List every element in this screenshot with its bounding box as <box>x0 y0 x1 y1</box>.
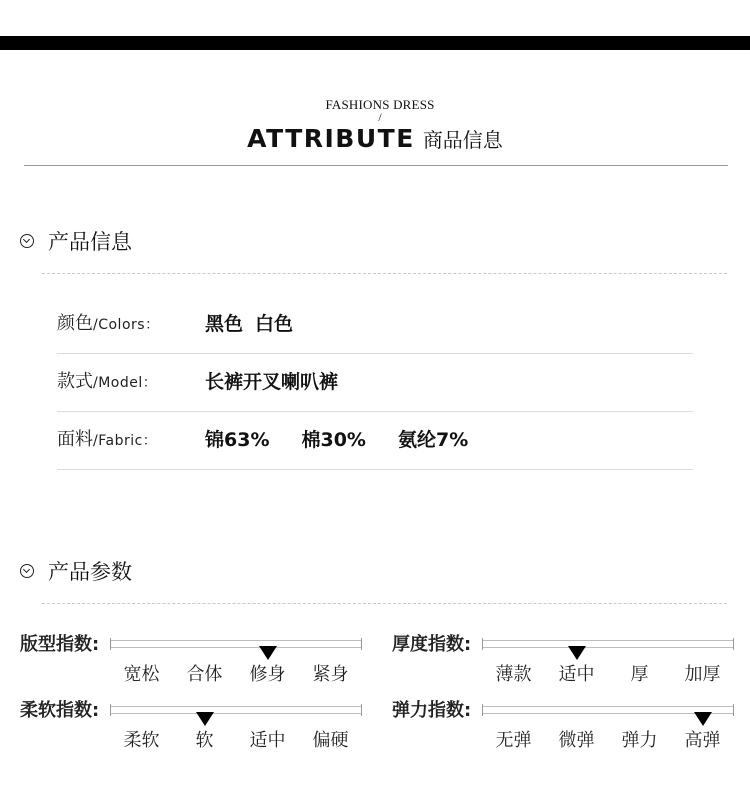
top-black-bar <box>0 36 750 50</box>
scale-option: 高弹 <box>684 730 721 751</box>
header-title-en: ATTRIBUTE <box>247 124 415 153</box>
scale-options <box>110 728 362 756</box>
scale-option: 微弹 <box>558 730 595 751</box>
model-value: 长裤开叉喇叭裤 <box>205 371 339 393</box>
scale-options <box>110 662 362 690</box>
scale-option: 偏硬 <box>312 730 349 751</box>
section-divider <box>42 273 727 274</box>
scale-option: 加厚 <box>684 664 721 685</box>
info-value <box>205 295 305 353</box>
scale-elasticity <box>392 698 750 758</box>
info-row-colors <box>57 295 693 354</box>
scale-marker <box>694 712 712 726</box>
info-row-model <box>57 353 693 412</box>
fabric-value: 氨纶7% <box>397 429 469 451</box>
scale-label: 版型指数: <box>20 634 100 655</box>
scale-option: 软 <box>195 730 214 751</box>
scale-option: 柔软 <box>123 730 160 751</box>
info-row-fabric <box>57 411 693 470</box>
fabric-value: 棉30% <box>301 429 366 451</box>
scale-option: 无弹 <box>495 730 532 751</box>
info-label-cn: 款式 <box>57 371 93 392</box>
scale-option: 紧身 <box>312 664 349 685</box>
scale-label: 柔软指数: <box>20 700 100 721</box>
info-label <box>57 295 160 354</box>
scale-option: 合体 <box>186 664 223 685</box>
scale-option: 适中 <box>558 664 595 685</box>
header-divider <box>24 165 728 166</box>
scale-fit <box>20 632 380 692</box>
scale-option: 修身 <box>249 664 286 685</box>
scale-softness <box>20 698 380 758</box>
scale-option: 弹力 <box>621 730 658 751</box>
section-divider <box>42 603 727 604</box>
info-label-en: /Fabric： <box>93 433 158 449</box>
scale-label: 厚度指数: <box>392 634 472 655</box>
scale-marker <box>568 646 586 660</box>
scale-track <box>110 706 362 714</box>
scale-track <box>482 640 734 648</box>
chevron-circle-down-icon <box>20 234 34 248</box>
header-title-cn: 商品信息 <box>422 128 503 152</box>
scale-option: 适中 <box>249 730 286 751</box>
color-value: 黑色 <box>205 313 244 335</box>
section-title: 产品参数 <box>48 560 132 584</box>
info-value <box>205 411 480 469</box>
scale-label: 弹力指数: <box>392 700 472 721</box>
scale-options <box>482 728 734 756</box>
scale-option: 薄款 <box>495 664 532 685</box>
scale-track <box>110 640 362 648</box>
chevron-circle-down-icon <box>20 564 34 578</box>
scale-marker <box>259 646 277 660</box>
scale-marker <box>196 712 214 726</box>
info-label-cn: 颜色 <box>57 313 93 334</box>
header-eyebrow: FASHIONS DRESS <box>325 97 435 112</box>
info-label <box>57 353 157 412</box>
fabric-value: 锦63% <box>205 429 270 451</box>
info-value <box>205 353 350 411</box>
header-slash: / <box>378 110 382 124</box>
color-value: 白色 <box>255 313 294 335</box>
section-title: 产品信息 <box>48 230 132 254</box>
info-label-en: /Model： <box>93 375 158 391</box>
scale-options <box>482 662 734 690</box>
info-label <box>57 411 157 470</box>
header-title <box>0 124 750 153</box>
info-label-cn: 面料 <box>57 429 93 450</box>
info-label-en: /Colors： <box>93 317 160 333</box>
scale-thickness <box>392 632 750 692</box>
scale-option: 厚 <box>630 664 649 685</box>
scale-option: 宽松 <box>123 664 160 685</box>
